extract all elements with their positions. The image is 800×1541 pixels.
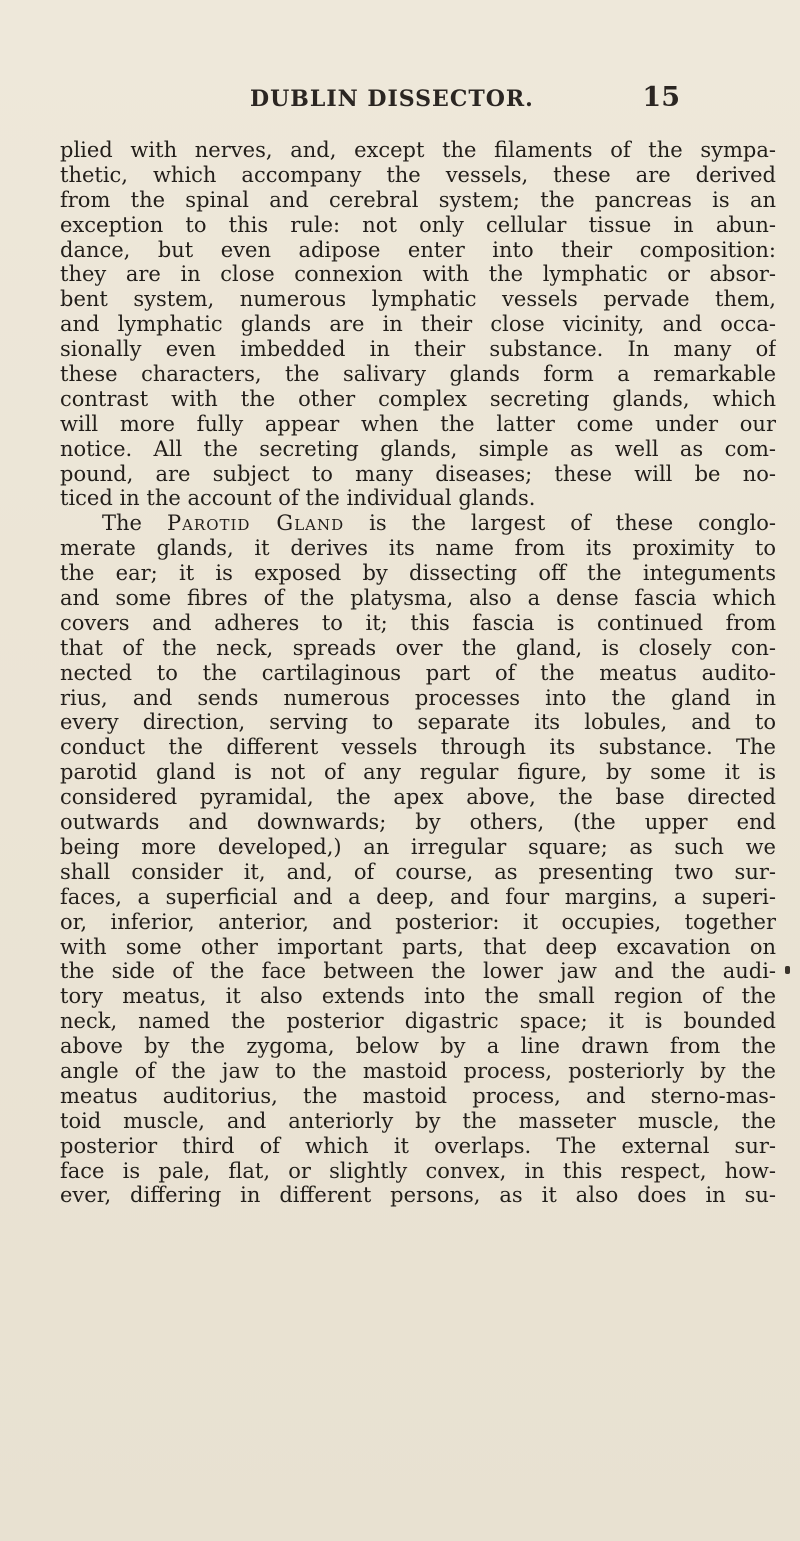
text-line: parotid gland is not of any regular figure, by some it is xyxy=(60,760,776,785)
paragraph-first-line xyxy=(60,511,776,536)
text-line: being more developed,) an irregular square; as such we xyxy=(60,834,776,859)
text-line: that of the neck, spreads over the gland, is closely con- xyxy=(60,635,776,660)
running-head xyxy=(250,82,680,118)
text-line: bent system, numerous lymphatic vessels pervade them, xyxy=(60,287,776,312)
body-text xyxy=(60,138,776,1208)
text-line: with some other important parts, that deep excavation on xyxy=(60,934,776,959)
running-title: DUBLIN DISSECTOR. xyxy=(250,86,534,112)
text-line: plied with nerves, and, except the filaments of the sympa- xyxy=(60,138,776,162)
text-line: rius, and sends numerous processes into the gland in xyxy=(60,685,776,710)
text-line: every direction, serving to separate its lobules, and to xyxy=(60,710,776,735)
text-line: notice. All the secreting glands, simple as well as com- xyxy=(60,436,776,461)
text-fragment: The xyxy=(102,511,167,536)
text-line: merate glands, it derives its name from its proximity to xyxy=(60,536,776,561)
text-line: will more fully appear when the latter come under our xyxy=(60,411,776,436)
text-line: ever, differing in different persons, as it also does in su- xyxy=(60,1183,776,1208)
text-line: exception to this rule: not only cellular tissue in abun- xyxy=(60,212,776,237)
text-line: meatus auditorius, the mastoid process, and sterno-mas- xyxy=(60,1083,776,1108)
text-line: ticed in the account of the individual glands. xyxy=(60,486,536,511)
text-line: they are in close connexion with the lymphatic or absor- xyxy=(60,262,776,287)
text-line: tory meatus, it also extends into the small region of the xyxy=(60,984,776,1009)
text-line: contrast with the other complex secreting glands, which xyxy=(60,386,776,411)
text-line: conduct the different vessels through its substance. The xyxy=(60,735,776,760)
text-line: these characters, the salivary glands form a remarkable xyxy=(60,362,776,387)
text-line: nected to the cartilaginous part of the meatus audito- xyxy=(60,660,776,685)
text-line: covers and adheres to it; this fascia is continued from xyxy=(60,610,776,635)
text-line: posterior third of which it overlaps. The external sur- xyxy=(60,1133,776,1158)
text-line: face is pale, flat, or slightly convex, in this respect, how- xyxy=(60,1158,776,1183)
text-line: angle of the jaw to the mastoid process, posteriorly by the xyxy=(60,1058,776,1083)
text-line: the side of the face between the lower jaw and the audi- xyxy=(60,959,776,984)
text-line: from the spinal and cerebral system; the pancreas is an xyxy=(60,187,776,212)
margin-speck xyxy=(785,966,790,974)
text-line: thetic, which accompany the vessels, these are derived xyxy=(60,162,776,187)
text-line: faces, a superficial and a deep, and four margins, a superi- xyxy=(60,884,776,909)
text-line: the ear; it is exposed by dissecting off the integuments xyxy=(60,561,776,586)
gland-heading: Parotid Gland xyxy=(166,511,345,536)
text-line: pound, are subject to many diseases; these will be no- xyxy=(60,461,776,486)
text-line: above by the zygoma, below by a line drawn from the xyxy=(60,1034,776,1059)
text-line: and lymphatic glands are in their close vicinity, and occa- xyxy=(60,312,776,337)
text-line: or, inferior, anterior, and posterior: it occupies, together xyxy=(60,909,776,934)
text-line: considered pyramidal, the apex above, the base directed xyxy=(60,785,776,810)
text-line: outwards and downwards; by others, (the upper end xyxy=(60,810,776,835)
page-number: 15 xyxy=(642,82,680,113)
text-line: and some fibres of the platysma, also a dense fascia which xyxy=(60,586,776,611)
text-line: dance, but even adipose enter into their composition: xyxy=(60,237,776,262)
text-line: shall consider it, and, of course, as presenting two sur- xyxy=(60,859,776,884)
text-line: neck, named the posterior digastric space; it is bounded xyxy=(60,1009,776,1034)
text-fragment: is the largest of these conglo- xyxy=(344,511,776,536)
text-line: toid muscle, and anteriorly by the masseter muscle, the xyxy=(60,1108,776,1133)
text-line: sionally even imbedded in their substance. In many of xyxy=(60,337,776,362)
